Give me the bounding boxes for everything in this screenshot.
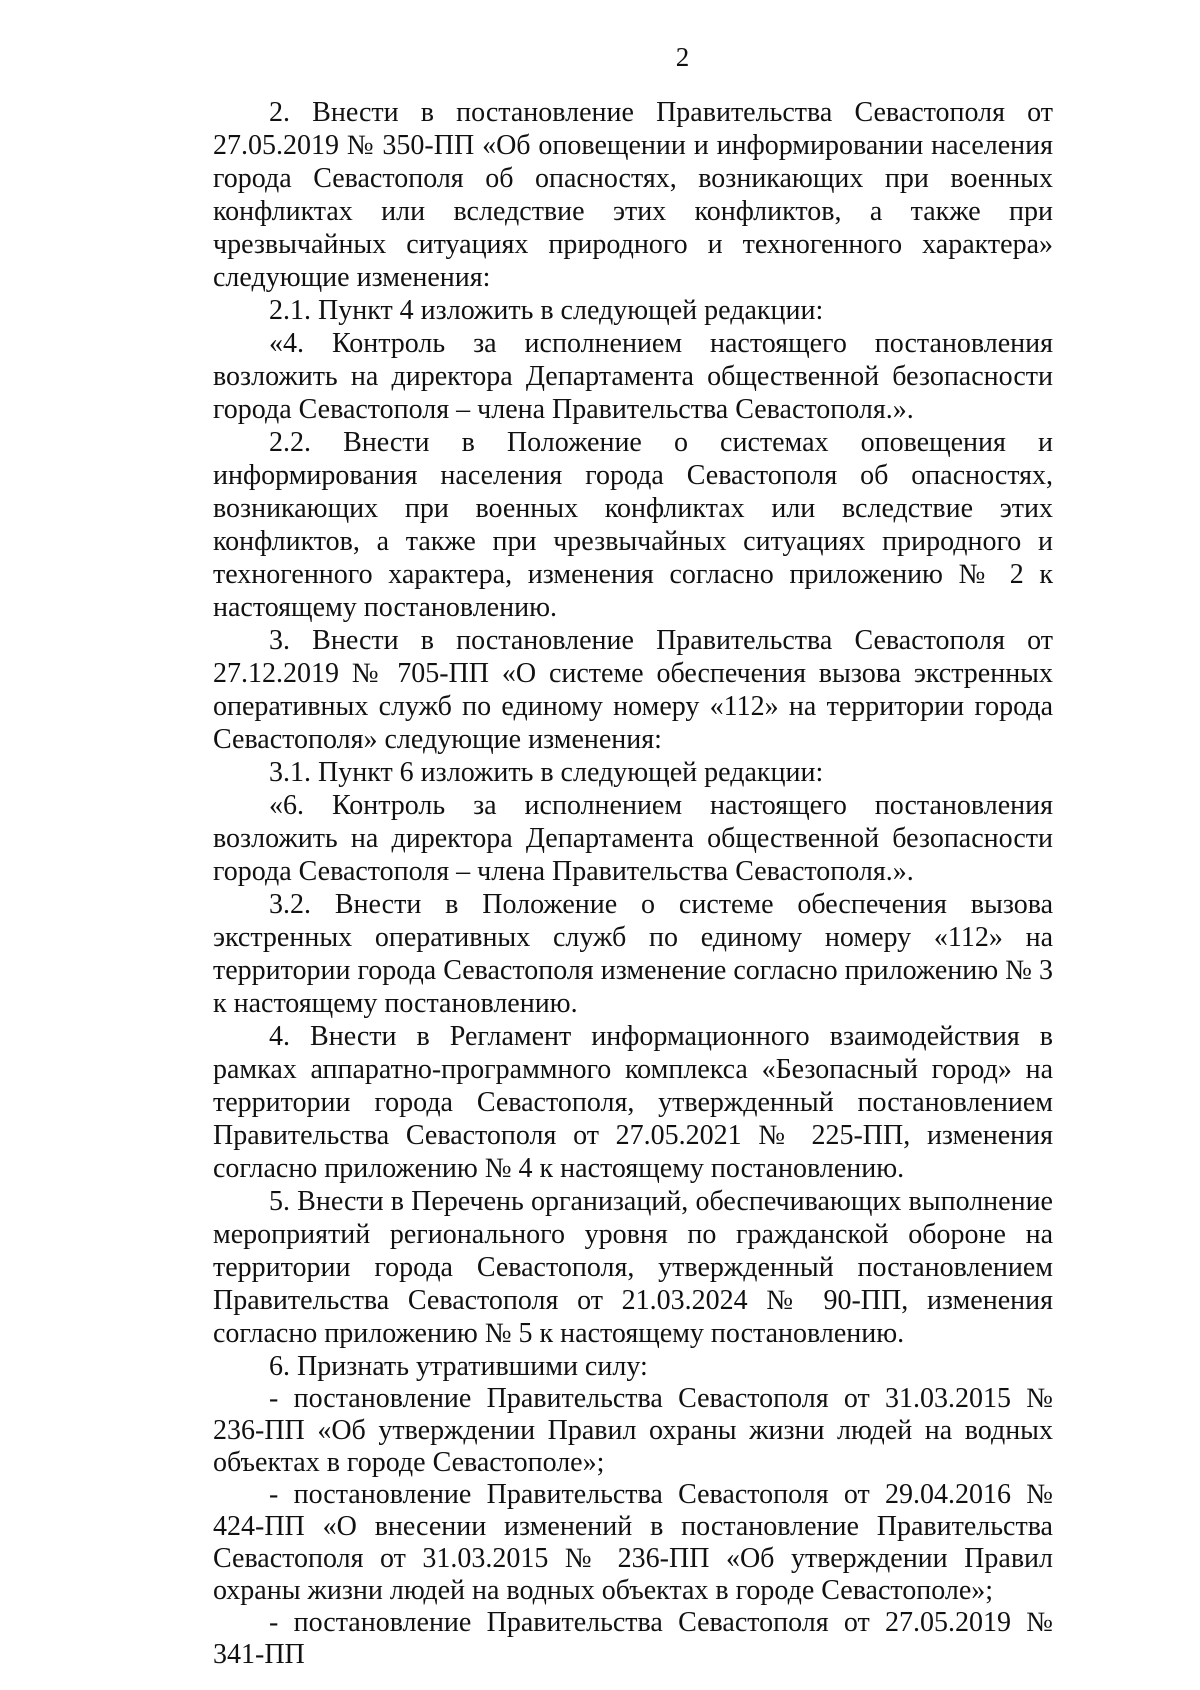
paragraph-repeal-1: - постановление Правительства Севастополя от 31.03.2015 № 236-ПП «Об утверждении Правил охраны жизни людей на водных объектах в городе Севастополе»;	[213, 1383, 1053, 1478]
paragraph-item-2-1: 2.1. Пункт 4 изложить в следующей редакции:	[269, 295, 824, 326]
paragraph-item-3: 3. Внести в постановление Правительства Севастополя от 27.12.2019 № 705-ПП «О системе обеспечения вызова экстренных оперативных служб по единому номеру «112» на территории города Севастополя» следующие изменения:	[213, 625, 1053, 755]
paragraph-item-4: 4. Внести в Регламент информационного взаимодействия в рамках аппаратно-программного комплекса «Безопасный город» на территории города Севастополя, утвержденный постановлением Правительства Севастополя от 27.05.2021 № 225-ПП, изменения согласно приложению № 4 к настоящему постановлению.	[213, 1021, 1053, 1184]
paragraph-quote-item-4: «4. Контроль за исполнением настоящего постановления возложить на директора Департамента общественной безопасности города Севастополя – члена Правительства Севастополя.».	[213, 328, 1053, 425]
paragraph-quote-item-6: «6. Контроль за исполнением настоящего постановления возложить на директора Департамента общественной безопасности города Севастополя – члена Правительства Севастополя.».	[213, 790, 1053, 887]
paragraph-item-2: 2. Внести в постановление Правительства Севастополя от 27.05.2019 № 350-ПП «Об оповещении и информировании населения города Севастополя об опасностях, возникающих при военных конфликтах или вследствие этих конфликтов, а также при чрезвычайных ситуациях природного и техногенного характера» следующие изменения:	[213, 97, 1053, 293]
paragraph-item-2-2: 2.2. Внести в Положение о системах оповещения и информирования населения города Севастополя об опасностях, возникающих при военных конфликтах или вследствие этих конфликтов, а также при чрезвычайных ситуациях природного и техногенного характера, изменения согласно приложению № 2 к настоящему постановлению.	[213, 427, 1053, 623]
paragraph-item-3-2: 3.2. Внести в Положение о системе обеспечения вызова экстренных оперативных служб по единому номеру «112» на территории города Севастополя изменение согласно приложению № 3 к настоящему постановлению.	[213, 889, 1053, 1019]
paragraph-item-5: 5. Внести в Перечень организаций, обеспечивающих выполнение мероприятий регионального уровня по гражданской обороне на территории города Севастополя, утвержденный постановлением Правительства Севастополя от 21.03.2024 № 90-ПП, изменения согласно приложению № 5 к настоящему постановлению.	[213, 1186, 1053, 1349]
paragraph-item-6: 6. Признать утратившими силу:	[269, 1351, 648, 1382]
document-body	[213, 96, 1053, 1671]
paragraph-item-3-1: 3.1. Пункт 6 изложить в следующей редакции:	[269, 757, 824, 788]
paragraph-repeal-2: - постановление Правительства Севастополя от 29.04.2016 № 424-ПП «О внесении изменений в постановление Правительства Севастополя от 31.03.2015 № 236-ПП «Об утверждении Правил охраны жизни людей на водных объектах в городе Севастополе»;	[213, 1479, 1053, 1606]
page-number: 2	[675, 42, 690, 72]
paragraph-repeal-3: - постановление Правительства Севастополя от 27.05.2019 № 341-ПП	[213, 1607, 1053, 1670]
